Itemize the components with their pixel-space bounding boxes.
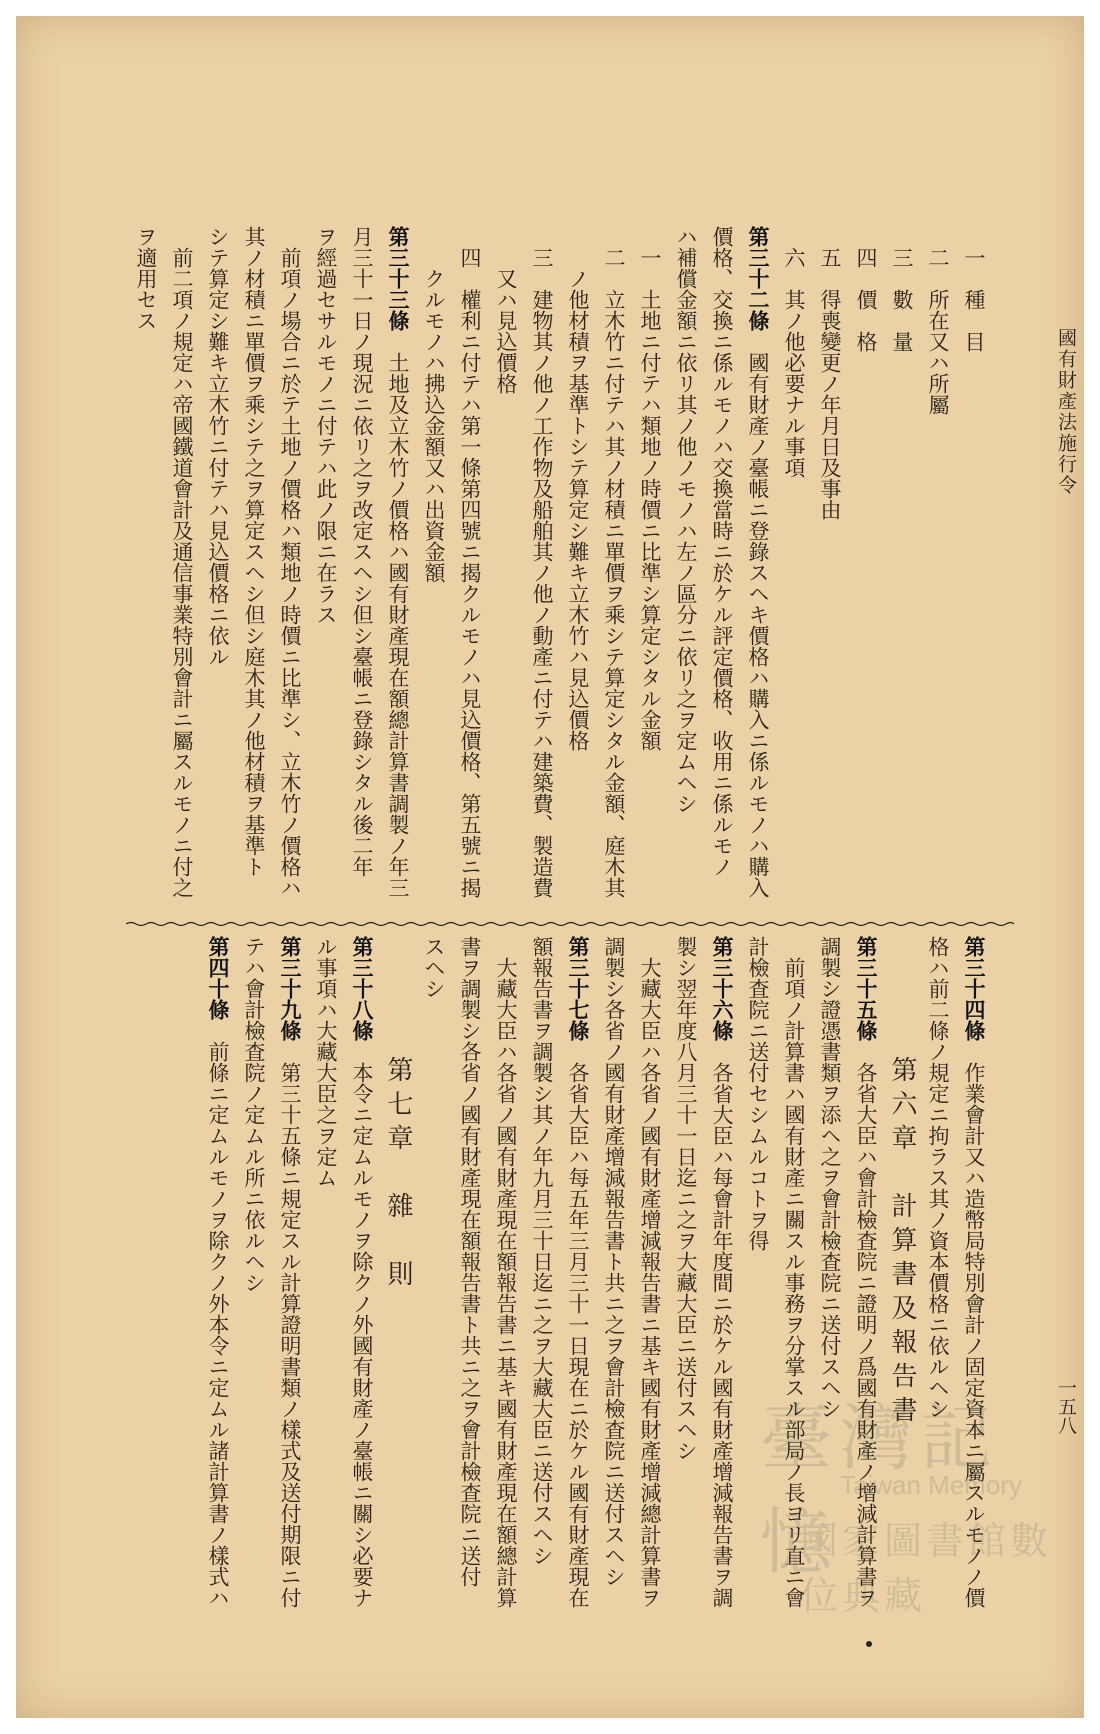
text-line	[164, 226, 200, 906]
chapter-heading	[884, 936, 920, 1576]
text-line	[776, 226, 812, 906]
text-line	[704, 936, 740, 1608]
text-line	[308, 936, 344, 1576]
line-text: 製シ翌年度八月三十一日迄ニ之ヲ大藏大臣ニ送付スヘシ	[674, 936, 698, 1461]
text-line	[488, 226, 524, 906]
line-text: 調製シ各省ノ國有財產增減報告書ト共ニ之ヲ會計檢査院ニ送付スヘシ	[602, 936, 626, 1587]
document-page	[16, 16, 1084, 1718]
text-line	[848, 936, 884, 1608]
line-text: 作業會計又ハ造幣局特別會計ノ固定資本ニ屬スルモノノ價	[962, 1041, 986, 1608]
line-text: 四 權利ニ付テハ第一條第四號ニ揭クルモノハ見込價格、第五號ニ揭	[458, 247, 482, 898]
text-line	[704, 226, 740, 906]
line-text: 二 立木竹ニ付テハ其ノ材積ニ單價ヲ乘シテ算定シタル金額、庭木其	[602, 247, 626, 898]
text-line	[488, 936, 524, 1608]
article-number: 第三十七條	[566, 936, 591, 1041]
line-text: 大藏大臣ハ各省ノ國有財產增減報告書ニ基キ國有財產增減總計算書ヲ	[638, 957, 662, 1608]
article-number: 第三十三條	[386, 226, 411, 331]
text-line	[740, 226, 776, 906]
text-line	[812, 936, 848, 1576]
line-text: 三 建物其ノ他ノ工作物及船舶其ノ他ノ動產ニ付テハ建築費、製造費	[530, 247, 554, 898]
line-text: クルモノハ拂込金額又ハ出資金額	[422, 268, 446, 583]
line-text: 四 價 格	[854, 247, 878, 352]
line-text: 各省大臣ハ每五年三月三十一日現在ニ於ケル國有財產現在	[566, 1041, 590, 1608]
text-line	[668, 226, 704, 906]
lower-text-block	[92, 936, 992, 1608]
line-text: ノ他材積ヲ基準トシテ算定シ難キ立木竹ハ見込價格	[566, 268, 590, 751]
text-line	[668, 936, 704, 1576]
line-text: 前二項ノ規定ハ帝國鐵道會計及通信事業特別會計ニ屬スルモノニ付之	[170, 247, 194, 898]
line-text: ハ補償金額ニ依リ其ノ他ノモノハ左ノ區分ニ依リ之ヲ定ムヘシ	[674, 226, 698, 814]
text-line	[632, 226, 668, 906]
line-text: 六 其ノ他必要ナル事項	[782, 247, 806, 478]
text-line	[848, 226, 884, 906]
line-text: 五 得喪變更ノ年月日及事由	[818, 247, 842, 520]
line-text: 其ノ材積ニ單價ヲ乘シテ之ヲ算定スヘシ但シ庭木其ノ他材積ヲ基準ト	[242, 226, 266, 877]
text-line	[272, 936, 308, 1608]
line-text: ヲ適用セス	[134, 226, 158, 331]
line-text: シテ算定シ難キ立木竹ニ付テハ見込價格ニ依ル	[206, 226, 230, 667]
article-number: 第四十條	[206, 936, 231, 1020]
line-text: 三 數 量	[890, 247, 914, 352]
text-line	[452, 226, 488, 906]
text-line	[308, 226, 344, 906]
line-text: 月三十一日ノ現況ニ依リ之ヲ改定スヘシ但シ臺帳ニ登錄シタル後二年	[350, 226, 374, 877]
text-line	[416, 936, 452, 1576]
line-text: 前條ニ定ムルモノヲ除クノ外本令ニ定ムル諸計算書ノ樣式ハ	[206, 1020, 230, 1608]
text-line	[956, 936, 992, 1608]
line-text: 價格、交換ニ係ルモノハ交換當時ニ於ケル評定價格、收用ニ係ルモノ	[710, 226, 734, 877]
line-text: ヲ經過セサルモノニ付テハ此ノ限ニ在ラス	[314, 226, 338, 625]
line-text: 額報告書ヲ調製シ其ノ年九月三十日迄ニ之ヲ大藏大臣ニ送付スヘシ	[530, 936, 554, 1566]
text-line	[740, 936, 776, 1576]
article-number: 第三十四條	[962, 936, 987, 1041]
text-line	[344, 936, 380, 1608]
text-line	[776, 936, 812, 1608]
text-line	[920, 226, 956, 906]
text-line	[560, 936, 596, 1608]
wavy-line-icon	[126, 921, 1014, 927]
text-line	[380, 226, 416, 906]
article-number: 第三十二條	[746, 226, 771, 331]
line-text: 書ヲ調製シ各省ノ國有財產現在額報告書ト共ニ之ヲ會計檢査院ニ送付	[458, 936, 482, 1587]
line-text: スヘシ	[422, 936, 446, 999]
section-divider	[126, 912, 1014, 918]
line-text: 本令ニ定ムルモノヲ除クノ外國有財產ノ臺帳ニ關シ必要ナ	[350, 1041, 374, 1608]
line-text: 大藏大臣ハ各省ノ國有財產現在額報告書ニ基キ國有財產現在額總計算	[494, 957, 518, 1608]
text-line	[812, 226, 848, 906]
line-text: 調製シ證憑書類ヲ添ヘ之ヲ會計檢査院ニ送付スヘシ	[818, 936, 842, 1419]
article-number: 第三十八條	[350, 936, 375, 1041]
article-number: 第三十五條	[854, 936, 879, 1041]
line-text: 各省大臣ハ每會計年度間ニ於ケル國有財產增減報告書ヲ調	[710, 1041, 734, 1608]
line-text: テハ會計檢査院ノ定ムル所ニ依ルヘシ	[242, 936, 266, 1293]
page-number: 一五八	[1055, 1378, 1077, 1435]
line-text: 國有財產ノ臺帳ニ登錄スヘキ價格ハ購入ニ係ルモノハ購入	[746, 331, 770, 898]
line-text: 格ハ前二條ノ規定ニ拘ラス其ノ資本價格ニ依ルヘシ	[926, 936, 950, 1419]
line-text: 前項ノ場合ニ於テ土地ノ價格ハ類地ノ時價ニ比準シ、立木竹ノ價格ハ	[278, 247, 302, 898]
line-text: 前項ノ計算書ハ國有財產ニ關スル事務ヲ分掌スル部局ノ長ヨリ直ニ會	[782, 957, 806, 1608]
line-text: 一 種 目	[962, 247, 986, 352]
text-line	[596, 936, 632, 1587]
text-line	[920, 936, 956, 1576]
text-line	[200, 936, 236, 1608]
text-line	[416, 226, 452, 906]
article-number: 第三十六條	[710, 936, 735, 1041]
text-line	[452, 936, 488, 1587]
line-text: 第七章 雜 則	[383, 1056, 413, 1294]
line-text: 一 土地ニ付テハ類地ノ時價ニ比準シ算定シタル金額	[638, 247, 662, 751]
text-line	[128, 226, 164, 906]
ink-dot	[866, 1641, 872, 1647]
text-line	[632, 936, 668, 1608]
line-text: 第六章 計算書及報告書	[887, 1056, 917, 1430]
text-line	[236, 226, 272, 906]
text-line	[596, 226, 632, 906]
text-line	[236, 936, 272, 1576]
chapter-heading	[380, 936, 416, 1576]
page-header-title: 國有財產法施行令	[1055, 328, 1077, 496]
text-line	[272, 226, 308, 906]
text-line	[956, 226, 992, 906]
text-line	[524, 226, 560, 906]
text-line	[344, 226, 380, 906]
text-line	[524, 936, 560, 1576]
text-line	[560, 226, 596, 906]
text-line	[884, 226, 920, 906]
line-text: 各省大臣ハ會計檢査院ニ證明ノ爲國有財產ノ增減計算書ヲ	[854, 1041, 878, 1608]
line-text: 又ハ見込價格	[494, 268, 518, 394]
upper-text-block	[92, 226, 992, 906]
line-text: 第三十五條ニ規定スル計算證明書類ノ樣式及送付期限ニ付	[278, 1041, 302, 1608]
line-text: ル事項ハ大藏大臣之ヲ定ム	[314, 936, 338, 1188]
article-number: 第三十九條	[278, 936, 303, 1041]
text-line	[200, 226, 236, 906]
line-text: 土地及立木竹ノ價格ハ國有財產現在額總計算書調製ノ年三	[386, 331, 410, 898]
line-text: 二 所在又ハ所屬	[926, 247, 950, 415]
line-text: 計檢査院ニ送付セシムルコトヲ得	[746, 936, 770, 1251]
